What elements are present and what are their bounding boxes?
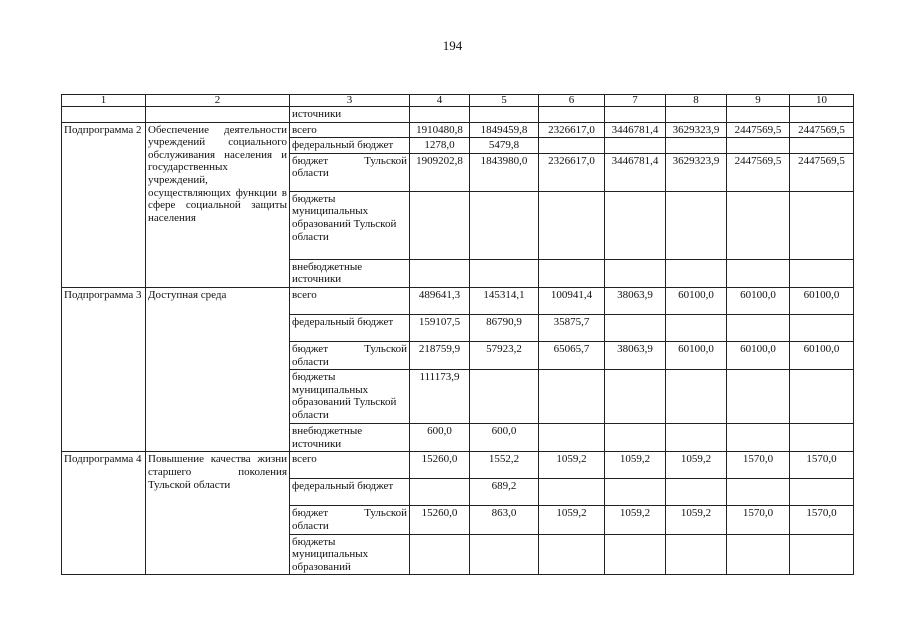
- amount-cell: 1570,0: [790, 506, 854, 534]
- amount-cell: 3629323,9: [666, 122, 727, 138]
- amount-cell: [790, 314, 854, 341]
- amount-cell: [470, 370, 539, 424]
- source-label: федеральный бюджет: [290, 479, 410, 506]
- amount-cell: 3629323,9: [666, 153, 727, 191]
- amount-cell: [470, 191, 539, 259]
- amount-cell: 2326617,0: [539, 153, 605, 191]
- column-header: 9: [727, 95, 790, 107]
- source-label: федеральный бюджет: [290, 314, 410, 341]
- amount-cell: [605, 370, 666, 424]
- amount-cell: [666, 191, 727, 259]
- amount-cell: 1570,0: [727, 506, 790, 534]
- amount-cell: 60100,0: [790, 287, 854, 314]
- amount-cell: [790, 191, 854, 259]
- amount-cell: 2447569,5: [727, 122, 790, 138]
- column-header: 8: [666, 95, 727, 107]
- amount-cell: 5479,8: [470, 138, 539, 154]
- sp4-total-row: [62, 452, 854, 479]
- amount-cell: [539, 259, 605, 287]
- column-header: 3: [290, 95, 410, 107]
- amount-cell: [605, 314, 666, 341]
- source-label: федеральный бюджет: [290, 138, 410, 154]
- amount-cell: [666, 479, 727, 506]
- column-number-row: [62, 95, 854, 107]
- amount-cell: 38063,9: [605, 287, 666, 314]
- amount-cell: 1059,2: [605, 452, 666, 479]
- amount-cell: 86790,9: [470, 314, 539, 341]
- amount-cell: [727, 259, 790, 287]
- amount-cell: [666, 370, 727, 424]
- amount-cell: 60100,0: [666, 341, 727, 369]
- amount-cell: 2447569,5: [790, 153, 854, 191]
- amount-cell: [727, 479, 790, 506]
- source-label: внебюджетные источники: [290, 424, 410, 452]
- source-label: всего: [290, 452, 410, 479]
- amount-cell: 60100,0: [727, 287, 790, 314]
- amount-cell: 1059,2: [666, 506, 727, 534]
- amount-cell: [605, 534, 666, 575]
- sp3-total-row: [62, 287, 854, 314]
- budget-table: [61, 94, 854, 575]
- amount-cell: 1059,2: [539, 452, 605, 479]
- source-label: бюджеты муниципальных образований Тульской области: [290, 370, 410, 424]
- amount-cell: [605, 424, 666, 452]
- page-number: 194: [442, 38, 463, 53]
- source-label: бюджеты муниципальных образований Тульской области: [290, 191, 410, 259]
- amount-cell: [666, 424, 727, 452]
- amount-cell: 2447569,5: [727, 153, 790, 191]
- source-label: всего: [290, 122, 410, 138]
- amount-cell: 15260,0: [410, 506, 470, 534]
- amount-cell: [666, 314, 727, 341]
- amount-cell: [410, 534, 470, 575]
- amount-cell: 3446781,4: [605, 153, 666, 191]
- amount-cell: [470, 259, 539, 287]
- amount-cell: [666, 138, 727, 154]
- amount-cell: 60100,0: [666, 287, 727, 314]
- amount-cell: 2326617,0: [539, 122, 605, 138]
- amount-cell: 863,0: [470, 506, 539, 534]
- amount-cell: [605, 138, 666, 154]
- amount-cell: [605, 191, 666, 259]
- amount-cell: [790, 370, 854, 424]
- subprogram-name: Подпрограмма 2: [62, 122, 146, 287]
- amount-cell: 1910480,8: [410, 122, 470, 138]
- amount-cell: 1843980,0: [470, 153, 539, 191]
- column-header: 4: [410, 95, 470, 107]
- amount-cell: [790, 138, 854, 154]
- amount-cell: 60100,0: [790, 341, 854, 369]
- column-header: 7: [605, 95, 666, 107]
- amount-cell: [727, 370, 790, 424]
- amount-cell: [605, 479, 666, 506]
- amount-cell: [410, 191, 470, 259]
- subprogram-name: Подпрограмма 3: [62, 287, 146, 451]
- amount-cell: [539, 479, 605, 506]
- amount-cell: 1552,2: [470, 452, 539, 479]
- sp2-total-row: [62, 122, 854, 138]
- amount-cell: [605, 259, 666, 287]
- amount-cell: 38063,9: [605, 341, 666, 369]
- amount-cell: 1570,0: [727, 452, 790, 479]
- subprogram-title: Доступная среда: [146, 287, 290, 451]
- amount-cell: 65065,7: [539, 341, 605, 369]
- amount-cell: 1909202,8: [410, 153, 470, 191]
- amount-cell: 100941,4: [539, 287, 605, 314]
- source-label: всего: [290, 287, 410, 314]
- source-label: источники: [290, 107, 410, 123]
- amount-cell: 689,2: [470, 479, 539, 506]
- amount-cell: 1059,2: [539, 506, 605, 534]
- subprogram-name: Подпрограмма 4: [62, 452, 146, 575]
- amount-cell: 218759,9: [410, 341, 470, 369]
- amount-cell: 600,0: [470, 424, 539, 452]
- column-header: 2: [146, 95, 290, 107]
- amount-cell: [410, 259, 470, 287]
- column-header: 1: [62, 95, 146, 107]
- amount-cell: 145314,1: [470, 287, 539, 314]
- amount-cell: 60100,0: [727, 341, 790, 369]
- amount-cell: 35875,7: [539, 314, 605, 341]
- amount-cell: [790, 424, 854, 452]
- amount-cell: [470, 534, 539, 575]
- amount-cell: [410, 479, 470, 506]
- source-label: бюджеты муниципальных образований: [290, 534, 410, 575]
- source-label: бюджет Тульской области: [290, 341, 410, 369]
- amount-cell: [790, 479, 854, 506]
- subprogram-title: Обеспечение деятельности учреждений социального обслуживания населения и государственных учреждений, осуществляющих функции в сфере социальной защиты населения: [146, 122, 290, 287]
- continuation-row: [62, 107, 854, 123]
- amount-cell: 489641,3: [410, 287, 470, 314]
- amount-cell: [790, 259, 854, 287]
- subprogram-title: Повышение качества жизни старшего поколения Тульской области: [146, 452, 290, 575]
- amount-cell: [727, 314, 790, 341]
- amount-cell: [539, 191, 605, 259]
- amount-cell: 15260,0: [410, 452, 470, 479]
- source-label: бюджет Тульской области: [290, 153, 410, 191]
- amount-cell: 57923,2: [470, 341, 539, 369]
- amount-cell: 1059,2: [666, 452, 727, 479]
- amount-cell: 600,0: [410, 424, 470, 452]
- amount-cell: 1278,0: [410, 138, 470, 154]
- amount-cell: [727, 424, 790, 452]
- amount-cell: [666, 259, 727, 287]
- amount-cell: [539, 424, 605, 452]
- amount-cell: 3446781,4: [605, 122, 666, 138]
- amount-cell: [666, 534, 727, 575]
- amount-cell: [790, 534, 854, 575]
- amount-cell: [539, 138, 605, 154]
- column-header: 6: [539, 95, 605, 107]
- amount-cell: [539, 370, 605, 424]
- amount-cell: [727, 191, 790, 259]
- amount-cell: [727, 534, 790, 575]
- amount-cell: 111173,9: [410, 370, 470, 424]
- amount-cell: [539, 534, 605, 575]
- column-header: 10: [790, 95, 854, 107]
- amount-cell: 2447569,5: [790, 122, 854, 138]
- column-header: 5: [470, 95, 539, 107]
- amount-cell: 1059,2: [605, 506, 666, 534]
- amount-cell: 1849459,8: [470, 122, 539, 138]
- source-label: бюджет Тульской области: [290, 506, 410, 534]
- amount-cell: [727, 138, 790, 154]
- source-label: внебюджетные источники: [290, 259, 410, 287]
- amount-cell: 159107,5: [410, 314, 470, 341]
- amount-cell: 1570,0: [790, 452, 854, 479]
